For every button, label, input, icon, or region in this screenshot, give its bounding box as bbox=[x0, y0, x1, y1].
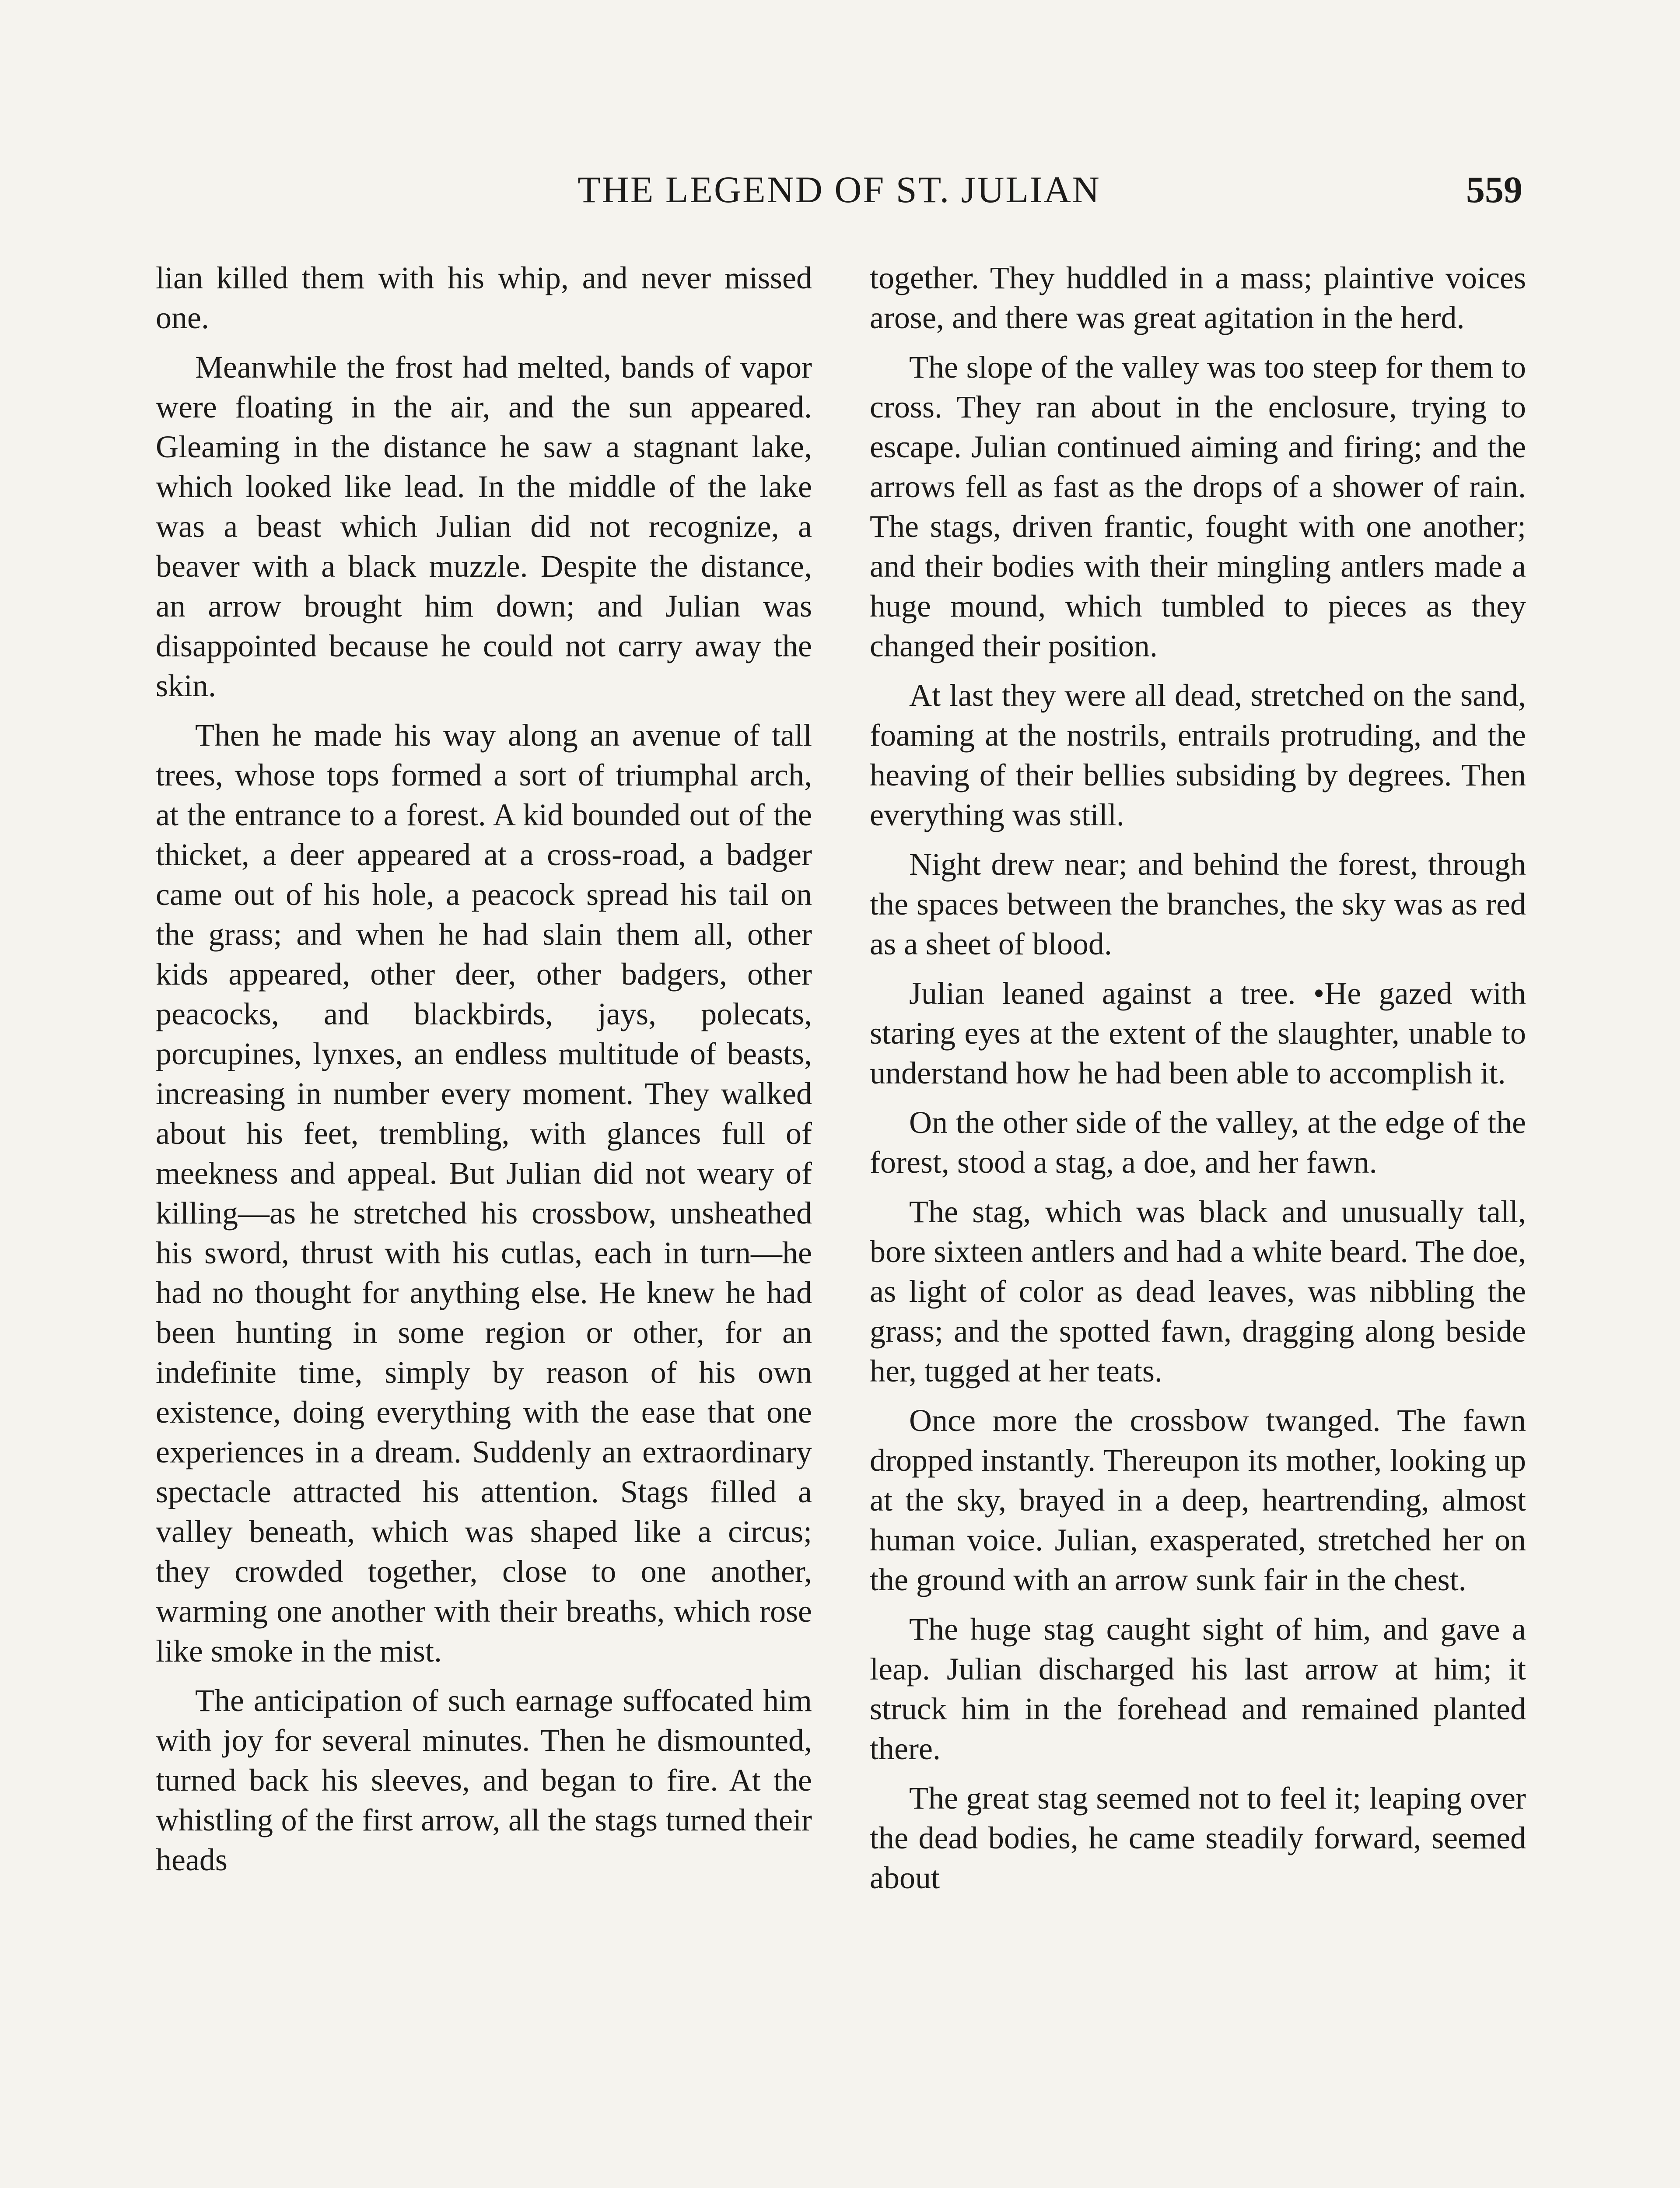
paragraph: Once more the crossbow twanged. The fawn dropped instantly. Thereupon its mother, looking up at the sky, brayed in a deep, heartrending, almost human voice. Julian, exasperated, stretched her on the ground with an arrow sunk fair in the chest. bbox=[870, 1403, 1526, 1597]
paragraph: The huge stag caught sight of him, and gave a leap. Julian discharged his last arrow at him; it struck him in the forehead and remained planted there. bbox=[870, 1612, 1526, 1766]
paragraph: The great stag seemed not to feel it; leaping over the dead bodies, he came steadily forward, seemed about bbox=[870, 1781, 1526, 1895]
paragraph: At last they were all dead, stretched on the sand, foaming at the nostrils, entrails protruding, and the heaving of their bellies subsiding by degrees. Then everything was still. bbox=[870, 678, 1526, 832]
paragraph: Julian leaned against a tree. •He gazed with staring eyes at the extent of the slaughter, unable to understand how he had been able to accomplish it. bbox=[870, 976, 1526, 1090]
left-column bbox=[156, 258, 812, 1890]
paragraph: Night drew near; and behind the forest, through the spaces between the branches, the sky was as red as a sheet of blood. bbox=[870, 847, 1526, 961]
right-column bbox=[870, 258, 1526, 1907]
running-title: THE LEGEND OF ST. JULIAN bbox=[578, 168, 1101, 210]
paragraph: lian killed them with his whip, and never missed one. bbox=[156, 260, 812, 335]
paragraph: The stag, which was black and unusually tall, bore sixteen antlers and had a white beard. The doe, as light of color as dead leaves, was nibbling the grass; and the spotted fawn, dragging along beside her, tugged at her teats. bbox=[870, 1194, 1526, 1389]
paragraph: together. They huddled in a mass; plaintive voices arose, and there was great agitation in the herd. bbox=[870, 260, 1526, 335]
page-header bbox=[156, 165, 1522, 214]
paragraph: The slope of the valley was too steep for them to cross. They ran about in the enclosure, trying to escape. Julian continued aiming and firing; and the arrows fell as fast as the drops of a shower of rain. The stags, driven frantic, fought with one another; and their bodies with their mingling antlers made a huge mound, which tumbled to pieces as they changed their position. bbox=[870, 350, 1526, 663]
paragraph: Then he made his way along an avenue of tall trees, whose tops formed a sort of triumphal arch, at the entrance to a forest. A kid bounded out of the thicket, a deer appeared at a cross-road, a badger came out of his hole, a peacock spread his tail on the grass; and when he had slain them all, other kids appeared, other deer, other badgers, other peacocks, and blackbirds, jays, polecats, porcupines, lynxes, an endless multitude of beasts, increasing in number every moment. They walked about his feet, trembling, with glances full of meekness and appeal. But Julian did not weary of killing—as he stretched his crossbow, unsheathed his sword, thrust with his cutlas, each in turn—he had no thought for anything else. He knew he had been hunting in some region or other, for an indefinite time, simply by reason of his own existence, doing everything with the ease that one experiences in a dream. Suddenly an extraordinary spectacle attracted his attention. Stags filled a valley beneath, which was shaped like a circus; they crowded together, close to one another, warming one another with their breaths, which rose like smoke in the mist. bbox=[156, 718, 812, 1669]
paragraph: The anticipation of such earnage suffocated him with joy for several minutes. Then he dismounted, turned back his sleeves, and began to fire. At the whistling of the first arrow, all the stags turned their heads bbox=[156, 1683, 812, 1877]
page-number: 559 bbox=[1466, 168, 1522, 210]
paragraph: Meanwhile the frost had melted, bands of vapor were floating in the air, and the sun appeared. Gleaming in the distance he saw a stagnant lake, which looked like lead. In the middle of the lake was a beast which Julian did not recognize, a beaver with a black muzzle. Despite the distance, an arrow brought him down; and Julian was disappointed because he could not carry away the skin. bbox=[156, 350, 812, 703]
paragraph: On the other side of the valley, at the edge of the forest, stood a stag, a doe, and her fawn. bbox=[870, 1105, 1526, 1180]
